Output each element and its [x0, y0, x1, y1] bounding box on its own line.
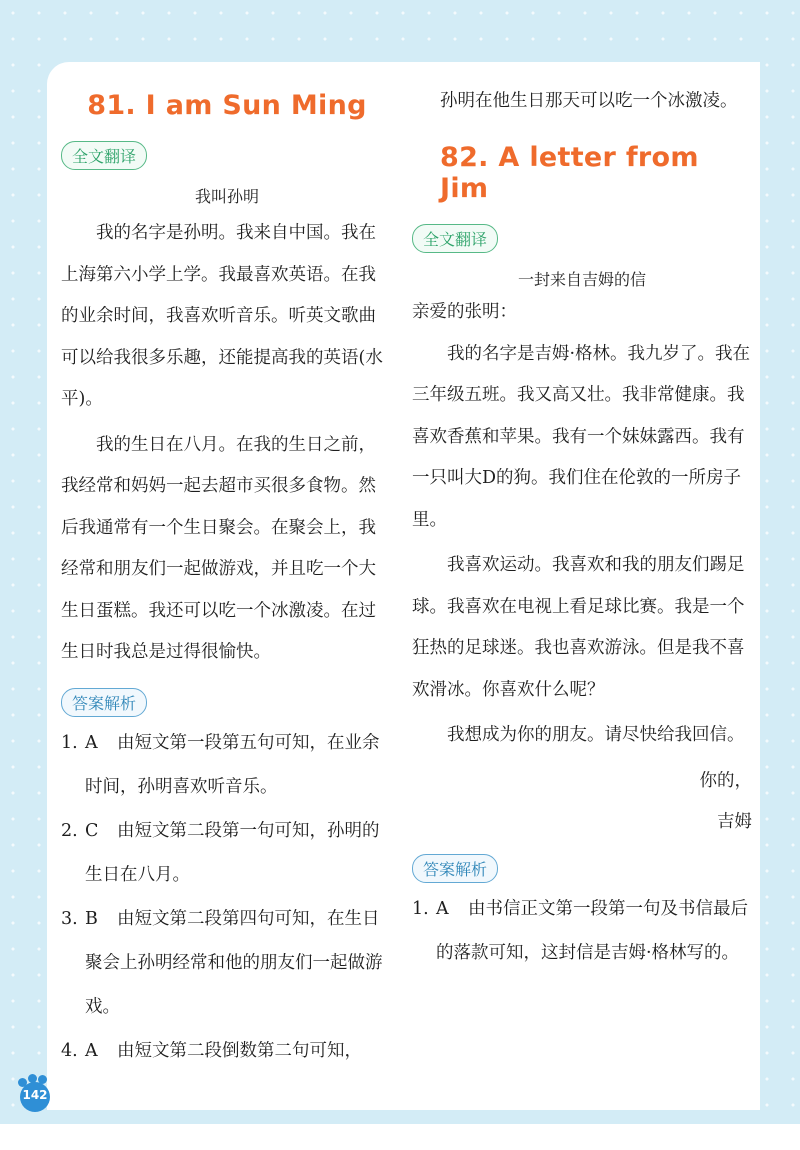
letter-greeting: 亲爱的张明： — [412, 302, 517, 322]
paragraph: 我喜欢运动。我喜欢和我的朋友们踢足球。我喜欢在电视上看足球比赛。我是一个狂热的足球迷。我也喜欢游泳。但是我不喜欢滑冰。你喜欢什么呢？ — [412, 555, 745, 700]
page-bottom-strip — [0, 1124, 800, 1150]
section-81-subtitle: 我叫孙明 — [194, 187, 259, 206]
answer-item: 3. B 由短文第二段第四句可知，在生日聚会上孙明经常和他的朋友们一起做游戏。 — [61, 908, 383, 1017]
translation-tag: 全文翻译 — [61, 141, 147, 170]
answers-tag: 答案解析 — [61, 688, 147, 717]
page-number-badge — [16, 1074, 52, 1110]
letter-closing: 你的， — [699, 770, 752, 791]
answer-continuation: 孙明在他生日那天可以吃一个冰激凌。 — [440, 91, 738, 111]
paragraph: 我的名字是孙明。我来自中国。我在上海第六小学上学。我最喜欢英语。在我的业余时间，我喜欢听音乐。听英文歌曲可以给我很多乐趣，还能提高我的英语(水平)。 — [61, 223, 383, 409]
section-81-title: 81. I am Sun Ming — [87, 90, 367, 121]
page-number: 142 — [22, 1088, 48, 1102]
right-column — [412, 62, 752, 975]
left-column — [61, 62, 393, 1073]
answer-item: 1. A 由书信正文第一段第一句及书信最后的落款可知，这封信是吉姆·格林写的。 — [412, 898, 748, 963]
answer-item: 1. A 由短文第一段第五句可知，在业余时间，孙明喜欢听音乐。 — [61, 732, 380, 797]
page-sheet — [47, 62, 760, 1110]
answers-tag: 答案解析 — [412, 854, 498, 883]
answer-item: 2. C 由短文第二段第一句可知，孙明的生日在八月。 — [61, 820, 380, 885]
paragraph: 我的生日在八月。在我的生日之前，我经常和妈妈一起去超市买很多食物。然后我通常有一个生日聚会。在聚会上，我经常和朋友们一起做游戏，并且吃一个大生日蛋糕。我还可以吃一个冰激凌。在过生日时我总是过得很愉快。 — [61, 434, 376, 662]
paragraph: 我想成为你的朋友。请尽快给我回信。 — [447, 725, 745, 745]
translation-tag: 全文翻译 — [412, 224, 498, 253]
section-82-title: 82. A letter from Jim — [440, 142, 699, 204]
answer-item: 4. A 由短文第二段倒数第二句可知， — [61, 1040, 362, 1061]
paragraph: 我的名字是吉姆·格林。我九岁了。我在三年级五班。我又高又壮。我非常健康。我喜欢香蕉和苹果。我有一个妹妹露西。我有一只叫大D的狗。我们住在伦敦的一所房子里。 — [412, 343, 751, 530]
letter-signature: 吉姆 — [717, 812, 752, 832]
section-82-subtitle: 一封来自吉姆的信 — [517, 270, 646, 289]
